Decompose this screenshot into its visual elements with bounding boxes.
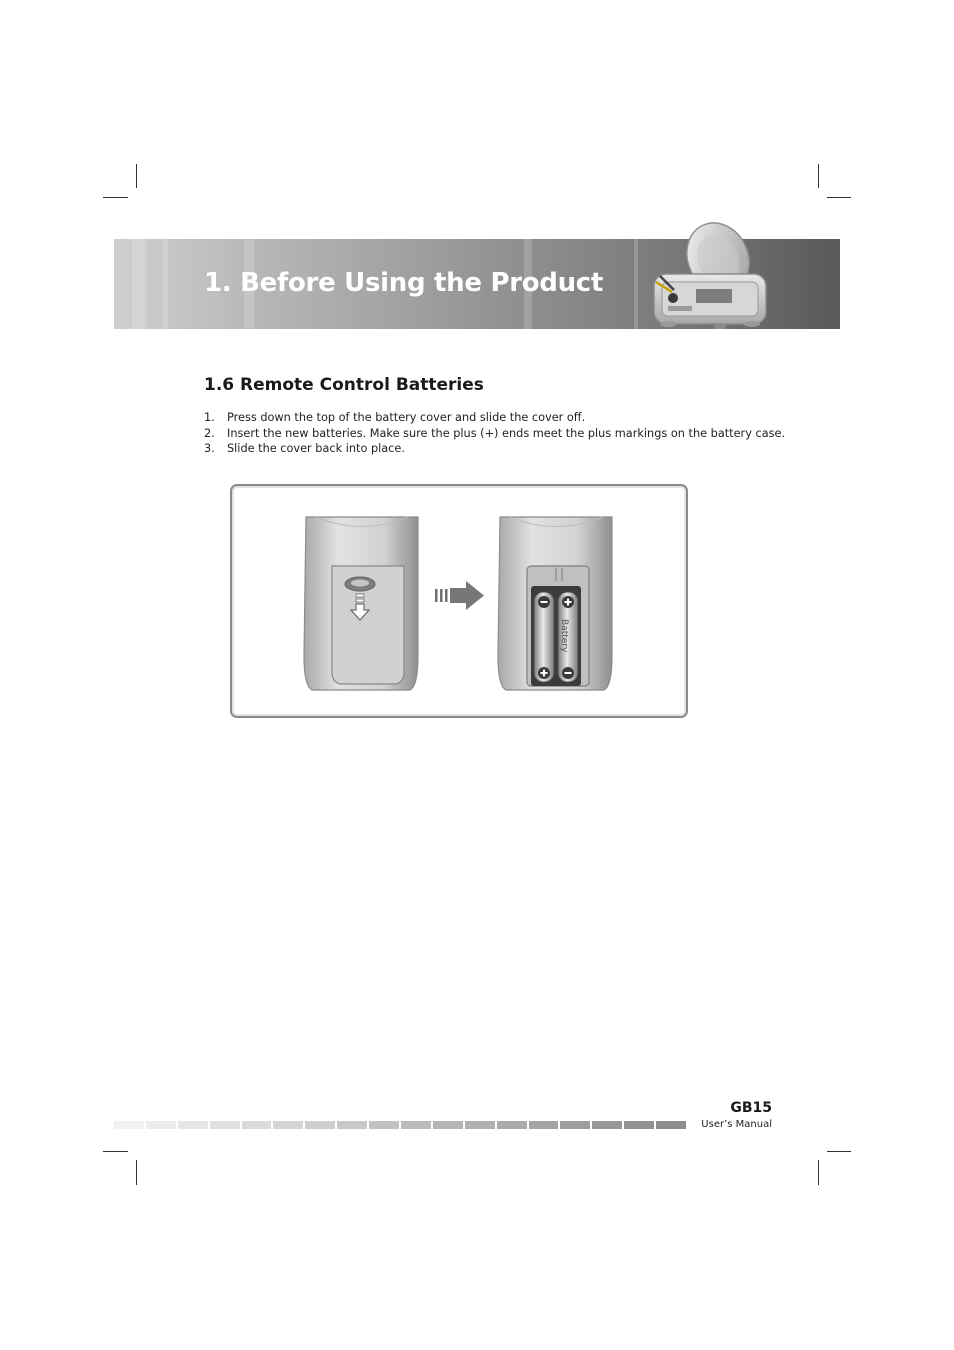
- step-number: 3.: [204, 442, 215, 455]
- crop-mark-bottom-left-v: [136, 1160, 137, 1185]
- crop-mark-bottom-right-h: [827, 1151, 851, 1152]
- satellite-receiver-icon: [640, 218, 770, 334]
- list-item: [204, 410, 785, 426]
- list-item: [204, 426, 785, 442]
- footer-gradient-bar: [114, 1121, 686, 1129]
- manual-label: User’s Manual: [701, 1119, 772, 1130]
- remote-open-icon: [498, 517, 612, 690]
- crop-mark-top-right-v: [818, 164, 819, 188]
- step-number: 1.: [204, 411, 215, 424]
- step-text: Slide the cover back into place.: [227, 442, 405, 455]
- crop-mark-top-left-h: [103, 197, 128, 198]
- crop-mark-top-left-v: [136, 164, 137, 188]
- step-number: 2.: [204, 426, 215, 440]
- step-text: Press down the top of the battery cover and slide the cover off.: [227, 411, 586, 424]
- chapter-title: 1. Before Using the Product: [204, 268, 604, 298]
- crop-mark-bottom-right-v: [818, 1160, 819, 1185]
- battery-illustration-frame: [230, 484, 688, 718]
- arrow-right-icon: [435, 581, 484, 610]
- step-text: Insert the new batteries. Make sure the plus (+) ends meet the plus markings on the battery case.: [227, 426, 786, 440]
- instruction-list: [204, 410, 785, 457]
- crop-mark-bottom-left-h: [103, 1151, 128, 1152]
- section-heading: 1.6 Remote Control Batteries: [204, 375, 484, 395]
- crop-mark-top-right-h: [827, 197, 851, 198]
- page-number: GB15: [730, 1100, 772, 1116]
- battery-label: Battery: [559, 619, 569, 653]
- battery-illustration: [232, 486, 686, 716]
- list-item: [204, 441, 785, 457]
- remote-closed-icon: [304, 517, 418, 690]
